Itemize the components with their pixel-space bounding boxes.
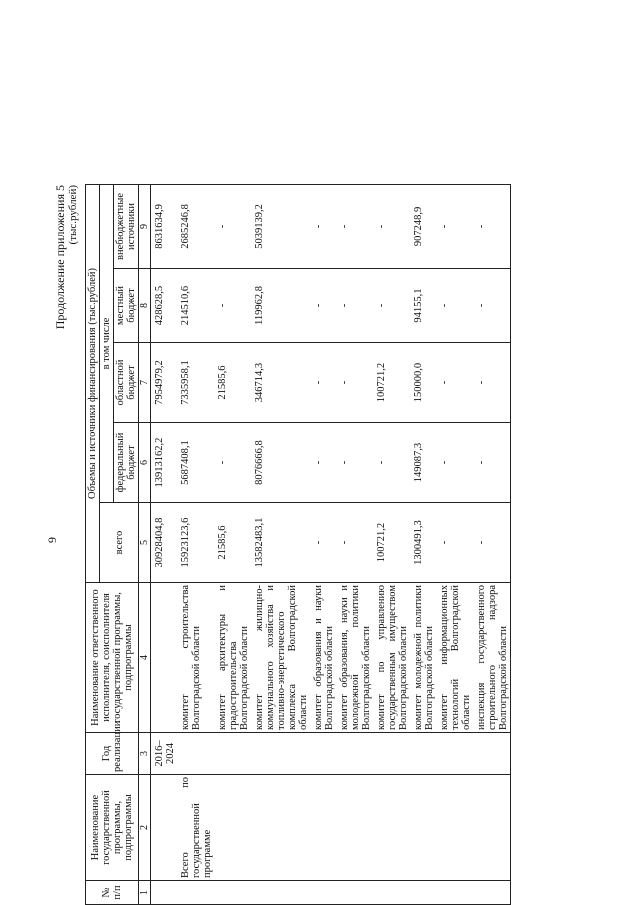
federal-budget-amount: - <box>214 423 251 503</box>
regional-budget-amount: 150000,0 <box>410 343 436 423</box>
executor-name: комитет жилищно-коммунального хозяйства и топливно-энергетического комплекса Волгоградской области <box>251 583 310 733</box>
row-number <box>473 881 511 905</box>
table-row <box>336 184 373 904</box>
row-number <box>251 881 310 905</box>
executor-name: комитет образования и науки Волгоградской области <box>310 583 336 733</box>
local-budget-amount: 214510,6 <box>177 269 214 343</box>
implementation-year <box>410 733 436 775</box>
header-extrabudgetary: внебюджетные источники <box>114 184 139 268</box>
federal-budget-amount: 8076666,8 <box>251 423 310 503</box>
header-federal-budget: федеральный бюджет <box>114 423 139 503</box>
extrabudgetary-amount: - <box>214 184 251 268</box>
federal-budget-amount: 13913162,2 <box>151 423 178 503</box>
table-row <box>214 184 251 904</box>
extrabudgetary-amount: 5039139,2 <box>251 184 310 268</box>
federal-budget-amount: 5687408,1 <box>177 423 214 503</box>
total-amount: 21585,6 <box>214 503 251 583</box>
implementation-year <box>336 733 373 775</box>
program-name: Всего по государственной программе <box>177 775 214 881</box>
program-name <box>151 775 178 881</box>
table-row <box>177 184 214 904</box>
table-row <box>310 184 336 904</box>
financing-table <box>85 184 511 905</box>
total-amount: 1300491,3 <box>410 503 436 583</box>
table-row <box>251 184 310 904</box>
extrabudgetary-amount: - <box>336 184 373 268</box>
column-number-row <box>139 184 151 904</box>
extrabudgetary-amount: 2685246,8 <box>177 184 214 268</box>
extrabudgetary-amount: - <box>436 184 473 268</box>
header-financing-group: Объемы и источники финансирования (тыс.рублей) <box>86 184 100 582</box>
program-name <box>473 775 511 881</box>
row-number <box>410 881 436 905</box>
local-budget-amount: - <box>336 269 373 343</box>
row-number <box>214 881 251 905</box>
column-number: 9 <box>139 184 151 268</box>
executor-name: комитет архитектуры и градостроительства Волгоградской области <box>214 583 251 733</box>
regional-budget-amount: - <box>310 343 336 423</box>
column-number: 3 <box>139 733 151 775</box>
table-row <box>151 184 178 904</box>
local-budget-amount: - <box>436 269 473 343</box>
extrabudgetary-amount: 8631634,9 <box>151 184 178 268</box>
local-budget-amount: 94155,1 <box>410 269 436 343</box>
executor-name <box>151 583 178 733</box>
column-number: 4 <box>139 583 151 733</box>
regional-budget-amount: 7335958,1 <box>177 343 214 423</box>
implementation-year <box>251 733 310 775</box>
executor-name: комитет по управлению государственным имуществом Волгоградской области <box>373 583 410 733</box>
column-number: 5 <box>139 503 151 583</box>
column-number: 6 <box>139 423 151 503</box>
total-amount: - <box>310 503 336 583</box>
executor-name: инспекция государственного строительного надзора Волгоградской области <box>473 583 511 733</box>
federal-budget-amount: 149087,3 <box>410 423 436 503</box>
total-amount: 30928404,8 <box>151 503 178 583</box>
header-total: всего <box>100 503 139 583</box>
column-number: 2 <box>139 775 151 881</box>
regional-budget-amount: 21585,6 <box>214 343 251 423</box>
regional-budget-amount: - <box>336 343 373 423</box>
federal-budget-amount: - <box>373 423 410 503</box>
executor-name: комитет образования, науки и молодежной политики Волгоградской области <box>336 583 373 733</box>
rotated-document-page <box>45 185 565 905</box>
federal-budget-amount: - <box>473 423 511 503</box>
executor-name: комитет информационных технологий Волгоградской области <box>436 583 473 733</box>
page-number: 9 <box>45 537 59 543</box>
implementation-year <box>214 733 251 775</box>
header-year: Год реализации <box>86 733 139 775</box>
regional-budget-amount: - <box>436 343 473 423</box>
row-number <box>436 881 473 905</box>
column-number: 7 <box>139 343 151 423</box>
extrabudgetary-amount: - <box>473 184 511 268</box>
column-number: 8 <box>139 269 151 343</box>
total-amount: 15923123,6 <box>177 503 214 583</box>
extrabudgetary-amount: 907248,9 <box>410 184 436 268</box>
total-amount: - <box>336 503 373 583</box>
appendix-continuation-note: Продолжение приложения 5 <box>53 185 67 330</box>
header-including: в том числе <box>100 184 114 502</box>
table-row <box>436 184 473 904</box>
total-amount: 100721,2 <box>373 503 410 583</box>
local-budget-amount: - <box>373 269 410 343</box>
column-number: 1 <box>139 881 151 905</box>
row-number <box>151 881 178 905</box>
row-number <box>336 881 373 905</box>
implementation-year <box>436 733 473 775</box>
executor-name: комитет молодежной политики Волгоградской области <box>410 583 436 733</box>
header-executor: Наименование ответственного исполнителя, соисполнителя государственной программы, подпрограммы <box>86 583 139 733</box>
executor-name: комитет строительства Волгоградской области <box>177 583 214 733</box>
table-row <box>373 184 410 904</box>
header-local-budget: местный бюджет <box>114 269 139 343</box>
total-amount: - <box>473 503 511 583</box>
program-name <box>336 775 373 881</box>
implementation-year <box>373 733 410 775</box>
row-number <box>177 881 214 905</box>
federal-budget-amount: - <box>436 423 473 503</box>
table-body <box>151 184 511 904</box>
table-row <box>410 184 436 904</box>
implementation-year <box>177 733 214 775</box>
program-name <box>251 775 310 881</box>
table-row <box>473 184 511 904</box>
program-name <box>310 775 336 881</box>
extrabudgetary-amount: - <box>310 184 336 268</box>
program-name <box>214 775 251 881</box>
total-amount: 13582483,1 <box>251 503 310 583</box>
header-regional-budget: областной бюджет <box>114 343 139 423</box>
local-budget-amount: - <box>214 269 251 343</box>
row-number <box>373 881 410 905</box>
local-budget-amount: - <box>473 269 511 343</box>
local-budget-amount: 428628,5 <box>151 269 178 343</box>
header-program-name: Наименование государственной программы, подпрограммы <box>86 775 139 881</box>
regional-budget-amount: 7954979,2 <box>151 343 178 423</box>
extrabudgetary-amount: - <box>373 184 410 268</box>
regional-budget-amount: 346714,3 <box>251 343 310 423</box>
implementation-year <box>473 733 511 775</box>
program-name <box>373 775 410 881</box>
header-number: № п/п <box>86 881 139 905</box>
implementation-year <box>310 733 336 775</box>
program-name <box>436 775 473 881</box>
units-note: (тыс.рублей) <box>67 185 79 245</box>
federal-budget-amount: - <box>310 423 336 503</box>
federal-budget-amount: - <box>336 423 373 503</box>
regional-budget-amount: - <box>473 343 511 423</box>
regional-budget-amount: 100721,2 <box>373 343 410 423</box>
local-budget-amount: 119962,8 <box>251 269 310 343</box>
total-amount: - <box>436 503 473 583</box>
row-number <box>310 881 336 905</box>
implementation-year: 2016–2024 <box>151 733 178 775</box>
local-budget-amount: - <box>310 269 336 343</box>
program-name <box>410 775 436 881</box>
